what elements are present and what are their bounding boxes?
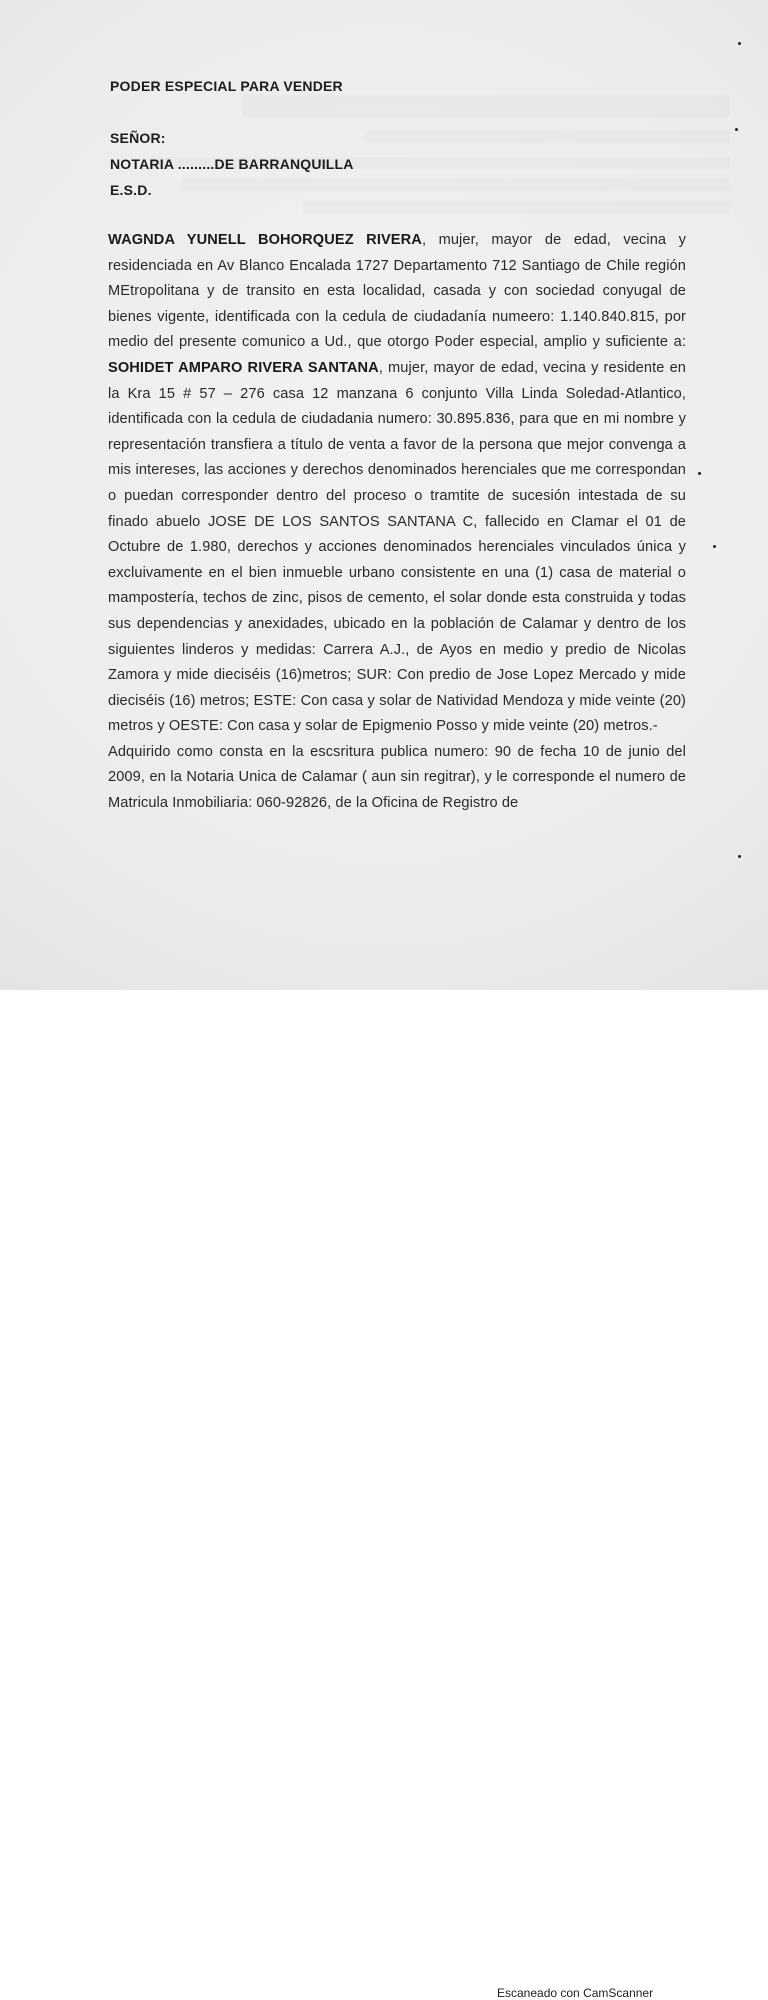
scan-speck	[738, 42, 741, 45]
camscanner-watermark: Escaneado con CamScanner	[497, 1986, 654, 2000]
paragraph-1-part-2: , mujer, mayor de edad, vecina y residente en la Kra 15 # 57 – 276 casa 12 manzana 6 conjunto Villa Linda Soledad-Atlantico, identificada con la cedula de ciudadania numero: 30.895.836, para que en mi nombre y representación transfiera a título de venta a favor de la persona que mejor convenga a mis intereses, las acciones y derechos denominados herenciales que me correspondan o puedan corresponder dentro del proceso o tramtite de sucesión intestada de su finado abuelo JOSE DE LOS SANTOS SANTANA C, fallecido en Clamar el 01 de Octubre de 1.980, derechos y acciones denominados herenciales vinculados única y excluivamente en el bien inmueble urbano consistente en una (1) casa de material o mampostería, techos de zinc, pisos de cemento, el solar donde esta construida y todas sus dependencias y anexidades, ubicado en la población de Calamar y dentro de los siguientes linderos y medidas: Carrera A.J., de Ayos en medio y predio de Nicolas Zamora y mide dieciséis (16)metros; SUR: Con predio de Jose Lopez Mercado y mide dieciséis (16) metros; ESTE: Con casa y solar de Natividad Mendoza y mide veinte (20) metros y OESTE: Con casa y solar de Epigmenio Posso y mide veinte (20) metros.-	[108, 359, 687, 735]
scanned-page	[0, 0, 768, 990]
document-body	[108, 228, 686, 817]
paragraph-1-part-1: , mujer, mayor de edad, vecina y residenciada en Av Blanco Encalada 1727 Departamento 712 Santiago de Chile región MEtropolitana y de transito en esta localidad, casada y con sociedad conyugal de bienes vigente, identificada con la cedula de ciudadanía numeero: 1.140.840.815, por medio del presente comunico a Ud., que otorgo Poder especial, amplio y suficiente a:	[108, 232, 686, 351]
salutation: SEÑOR:	[110, 130, 166, 146]
scan-speck	[735, 128, 738, 131]
document-title: PODER ESPECIAL PARA VENDER	[110, 78, 343, 94]
scan-speck	[713, 545, 716, 548]
attorney-name: SOHIDET AMPARO RIVERA SANTANA	[108, 359, 379, 376]
notary-line: NOTARIA .........DE BARRANQUILLA	[110, 156, 354, 172]
grantor-name: WAGNDA YUNELL BOHORQUEZ RIVERA	[108, 232, 422, 248]
paragraph-2: Adquirido como consta en la escsritura publica numero: 90 de fecha 10 de junio del 2009, en la Notaria Unica de Calamar ( aun sin regitrar), y le corresponde el numero de Matricula Inmobiliaria: 060-92826, de la Oficina de Registro de	[108, 743, 686, 812]
scan-speck	[698, 472, 701, 475]
scanner-footer	[0, 990, 768, 2000]
bleed-through-shadow	[120, 95, 730, 213]
esd-line: E.S.D.	[110, 182, 152, 198]
scan-speck	[738, 855, 741, 858]
paragraph-1	[108, 228, 686, 740]
